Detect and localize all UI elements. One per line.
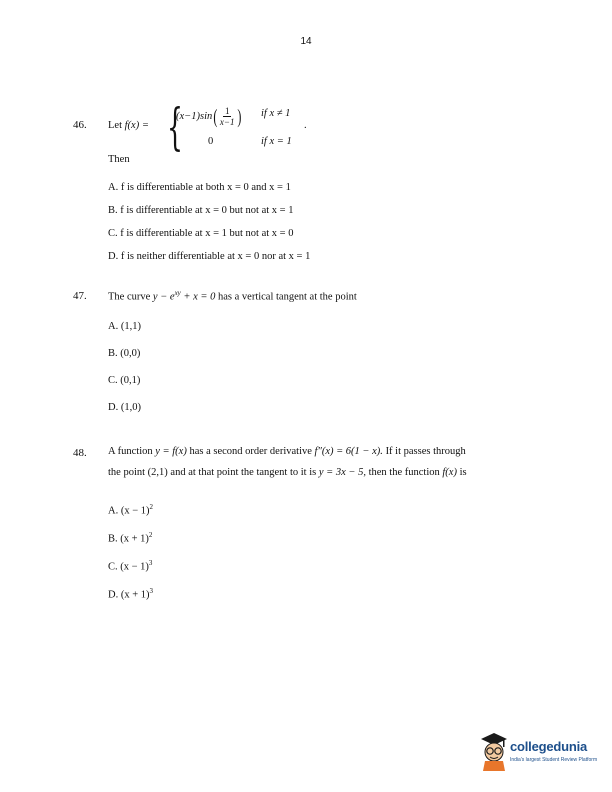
q48-option-a: A. $(x - 1)^2$: [108, 503, 153, 517]
student-mascot-icon: [480, 731, 508, 771]
page-number: 14: [300, 36, 312, 47]
left-brace: {: [167, 98, 183, 156]
q48-l1-c: has a second order derivative: [189, 446, 312, 457]
q48-l1-a: A function: [108, 446, 153, 457]
collegedunia-logo: [480, 731, 604, 771]
piecewise-function: [108, 100, 328, 156]
q48-l2-f: f(x): [442, 467, 457, 478]
q48-line-2: [108, 468, 467, 479]
q48-l1-b: y = f(x): [155, 446, 187, 457]
question-number-47: 47.: [73, 290, 87, 302]
logo-name: collegedunia: [510, 739, 588, 754]
piecewise-row-1: (x−1)sin ( $\frac{1}{x-1}$ ): [176, 105, 241, 128]
q46-option-c: C. f is differentiable at x = 1 but not at x = 0: [108, 228, 294, 239]
condition-1: if x ≠ 1: [261, 108, 291, 119]
piecewise-row-2: 0: [208, 136, 214, 147]
row1-expression: (x−1)sin: [176, 111, 213, 122]
condition-2: if x = 1: [261, 136, 292, 147]
q48-l2-a: the point: [108, 467, 146, 478]
q48-option-d: D. $(x + 1)^3$: [108, 587, 153, 601]
fraction-denominator: x−1: [219, 117, 235, 127]
q47-option-c: C. (0,1): [108, 375, 141, 386]
q47-exponent: xy: [174, 289, 181, 297]
q48-option-c: C. $(x - 1)^3$: [108, 559, 153, 573]
q48-l2-b: (2,1): [147, 467, 168, 478]
q46-option-d: D. f is neither differentiable at x = 0 nor at x = 1: [108, 251, 311, 262]
q47-text-post: has a vertical tangent at the point: [218, 291, 357, 303]
q48-l2-e: then the function: [368, 467, 440, 478]
q47-option-a: A. (1,1): [108, 321, 141, 332]
fraction: [220, 106, 235, 127]
q48-line-1: [108, 447, 466, 458]
q48-l1-e: If it passes through: [385, 446, 466, 457]
q46-lead: Let: [108, 120, 122, 131]
q47-equation: y − e: [152, 291, 175, 303]
logo-tagline: India's largest Student Review Platform: [510, 757, 598, 763]
q47-option-b: B. (0,0): [108, 348, 141, 359]
q48-l2-g: is: [459, 467, 467, 478]
question-number-48: 48.: [73, 447, 87, 459]
q48-option-b: B. $(x + 1)^2$: [108, 531, 153, 545]
q46-option-b: B. f is differentiable at x = 0 but not at x = 1: [108, 205, 294, 216]
q47-option-d: D. (1,0): [108, 402, 141, 413]
question-number-46: 46.: [73, 119, 87, 131]
q48-l2-d: y = 3x − 5,: [318, 467, 366, 478]
q46-lhs: f(x) =: [124, 120, 149, 131]
q47-text-pre: The curve: [108, 291, 151, 303]
end-period: .: [304, 120, 307, 131]
q46-option-a: A. f is differentiable at both x = 0 and x = 1: [108, 182, 291, 193]
q47-equation-tail: + x = 0: [183, 291, 216, 303]
q46-then: Then: [108, 154, 130, 165]
q48-l1-d: f″(x) = 6(1 − x).: [314, 446, 383, 457]
q47-stem: [108, 290, 357, 303]
q48-l2-c: and at that point the tangent to it is: [170, 467, 317, 478]
fraction-numerator: 1: [224, 106, 230, 116]
